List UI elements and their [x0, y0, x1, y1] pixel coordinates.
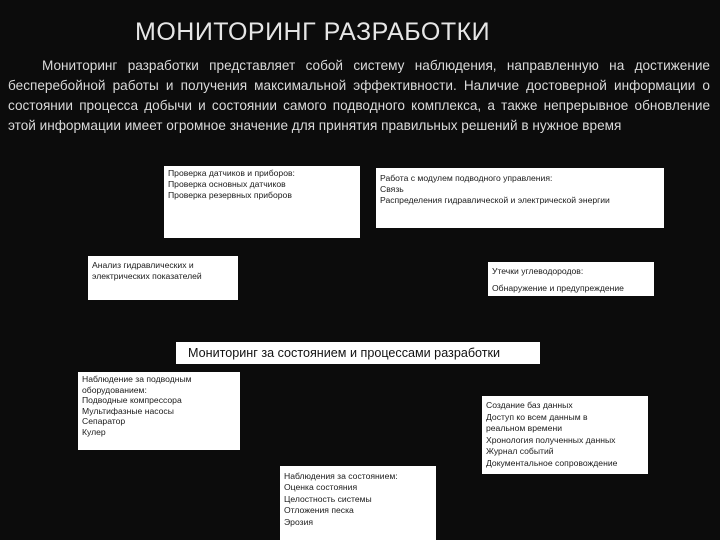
control-module-heading: Работа с модулем подводного управления:	[380, 173, 553, 183]
analysis-line: Анализ гидравлических и	[92, 260, 194, 270]
condition-item: Оценка состояния	[284, 482, 358, 493]
leaks-box	[488, 262, 654, 296]
sensors-check-box	[164, 166, 360, 238]
center-heading-box: Мониторинг за состоянием и процессами разработки	[176, 342, 540, 364]
databases-item: реальном времени	[486, 423, 563, 434]
control-module-item: Распределения гидравлической и электрической энергии	[380, 195, 610, 206]
control-module-box	[376, 168, 664, 228]
condition-item: Отложения песка	[284, 505, 354, 516]
equipment-item: Подводные компрессора	[82, 395, 182, 406]
databases-item: Журнал событий	[486, 446, 554, 457]
control-module-item: Связь	[380, 184, 404, 195]
condition-heading: Наблюдения за состоянием:	[284, 471, 398, 481]
condition-box	[280, 466, 436, 540]
databases-item: Создание баз данных	[486, 400, 573, 410]
equipment-item: Сепаратор	[82, 416, 126, 427]
databases-item: Хронология полученных данных	[486, 434, 616, 445]
equipment-heading: Наблюдение за подводным	[82, 374, 192, 384]
sensors-check-item: Проверка основных датчиков	[168, 179, 286, 190]
databases-item: Документальное сопровождение	[486, 457, 618, 468]
equipment-heading: оборудованием:	[82, 384, 147, 395]
sensors-check-item: Проверка резервных приборов	[168, 190, 292, 201]
leaks-heading: Утечки углеводородов:	[492, 266, 584, 276]
equipment-item: Мультифазные насосы	[82, 405, 174, 416]
condition-item: Эрозия	[284, 516, 314, 527]
equipment-box	[78, 372, 240, 450]
condition-item: Целостность системы	[284, 493, 372, 504]
equipment-item: Кулер	[82, 426, 106, 437]
leaks-item: Обнаружение и предупреждение	[492, 283, 624, 293]
analysis-line: электрических показателей	[92, 271, 202, 282]
intro-paragraph: Мониторинг разработки представляет собой систему наблюдения, направленную на достижение бесперебойной работы и получения максимальной эффективности. Наличие достоверной информации о состоянии процесса добычи и состоянии самого подводного комплекса, а также непрерывное обновление этой информации имеет огромное значение для принятия правильных решений в нужное время	[8, 58, 710, 133]
databases-box	[482, 396, 648, 474]
databases-item: Доступ ко всем данным в	[486, 411, 588, 422]
sensors-check-heading: Проверка датчиков и приборов:	[168, 168, 295, 178]
slide-title: МОНИТОРИНГ РАЗРАБОТКИ	[135, 18, 491, 46]
analysis-box	[88, 256, 238, 300]
